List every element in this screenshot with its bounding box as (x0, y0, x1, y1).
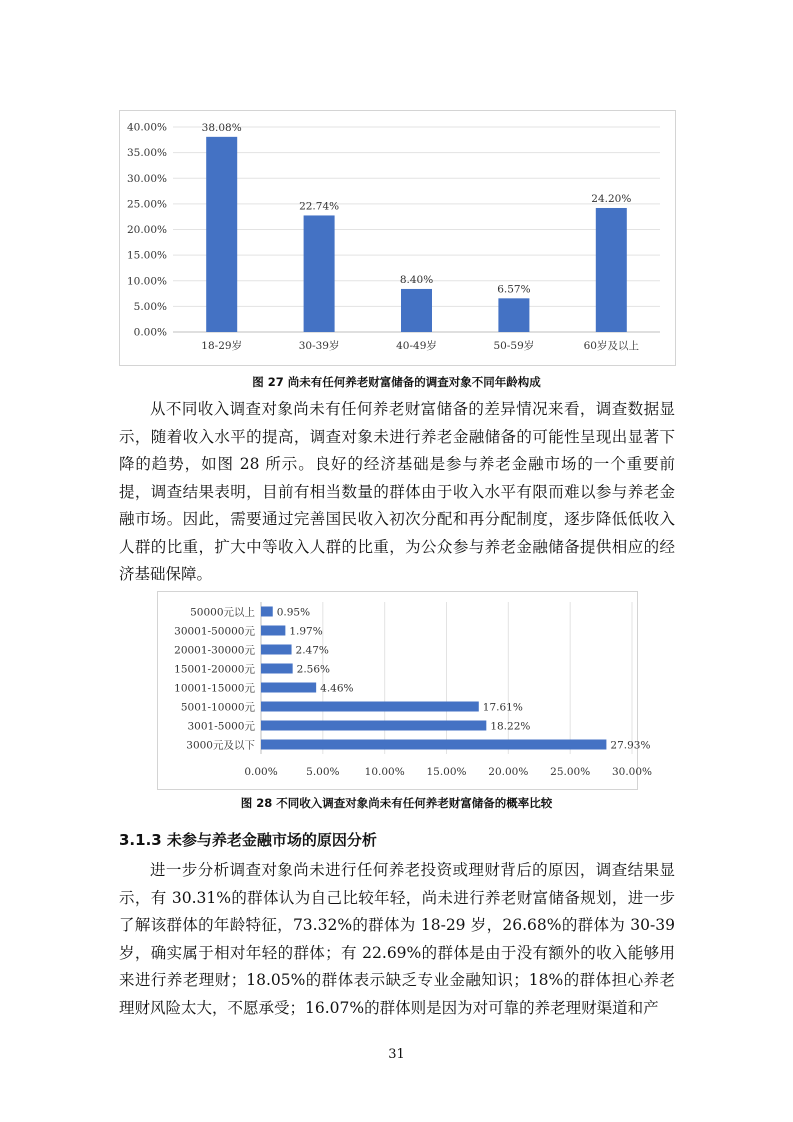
y-tick-label: 20001-30000元 (174, 644, 255, 657)
y-tick-label: 20.00% (126, 224, 167, 236)
age-bar-chart (120, 111, 675, 365)
bar (206, 137, 237, 332)
bar (304, 215, 335, 332)
x-tick-label: 40-49岁 (396, 340, 437, 352)
x-tick-label: 30-39岁 (298, 340, 340, 352)
bar-value-label: 8.40% (399, 273, 434, 286)
y-tick-label: 15.00% (126, 249, 167, 262)
figure-28-caption: 图 28 不同收入调查对象尚未有任何养老财富储备的概率比较 (240, 796, 553, 810)
y-tick-label: 30001-50000元 (174, 625, 255, 638)
bar-value-label: 27.93% (610, 739, 651, 752)
section-heading: 3.1.3 未参与养老金融市场的原因分析 (119, 831, 377, 849)
bar-value-label: 4.46% (320, 682, 354, 695)
x-tick-label: 0.00% (244, 766, 278, 778)
bar (261, 740, 606, 750)
bar (498, 298, 529, 332)
body-paragraph-1 (119, 396, 675, 589)
x-tick-label: 20.00% (488, 766, 529, 778)
bar (261, 702, 479, 712)
paragraph-text: 进一步分析调查对象尚未进行任何养老投资或理财背后的原因，调查结果显示，有 30.31%的群体认为自己比较年轻，尚未进行养老财富储备规划，进一步了解该群体的年龄特征，73.32%的群体为 18-29 岁，26.68%的群体为 30-39 岁，确实属于相对年轻的群体；有 22.69%的群体是由于没有额外的收入能够用来进行养老理财；18.05%的群体表示缺乏专业金融知识；18%的群体担心养老理财风险太大，不愿承受；16.07%的群体则是因为对可靠的养老理财渠道和产 (119, 861, 675, 1017)
income-bar-chart (158, 592, 653, 789)
y-tick-label: 0.00% (133, 326, 167, 339)
x-tick-label: 50-59岁 (493, 340, 535, 352)
x-tick-label: 5.00% (306, 766, 340, 778)
y-tick-label: 10.00% (126, 275, 167, 288)
y-tick-label: 50000元以上 (190, 606, 255, 619)
bar (261, 721, 486, 731)
bar (261, 607, 273, 617)
bar-value-label: 18.22% (490, 720, 531, 733)
bar (596, 208, 627, 332)
bar (401, 289, 432, 332)
y-tick-label: 25.00% (126, 198, 167, 211)
bar (261, 645, 292, 655)
bar (261, 626, 285, 636)
bar (261, 683, 316, 693)
figure-28-chart (157, 591, 653, 790)
y-tick-label: 5001-10000元 (180, 701, 255, 714)
y-tick-label: 5.00% (133, 300, 167, 313)
bar-value-label: 0.95% (276, 606, 311, 619)
body-paragraph-2 (119, 857, 675, 1022)
x-tick-label: 30.00% (611, 766, 653, 778)
y-tick-label: 40.00% (126, 121, 167, 134)
figure-27-chart (119, 110, 676, 366)
x-tick-label: 10.00% (364, 766, 405, 778)
y-tick-label: 30.00% (126, 172, 167, 185)
bar-value-label: 17.61% (482, 701, 523, 714)
bar (261, 664, 293, 674)
bar-value-label: 1.97% (289, 625, 323, 638)
x-tick-label: 25.00% (550, 766, 591, 778)
figure-27-caption: 图 27 尚未有任何养老财富储备的调查对象不同年龄构成 (252, 375, 541, 389)
bar-value-label: 24.20% (591, 192, 632, 205)
y-tick-label: 10001-15000元 (174, 682, 255, 695)
x-tick-label: 60岁及以上 (583, 340, 639, 352)
page-number: 31 (388, 1047, 405, 1062)
bar-value-label: 2.47% (295, 644, 329, 657)
y-tick-label: 35.00% (126, 147, 167, 160)
x-tick-label: 15.00% (426, 766, 467, 778)
y-tick-label: 15001-20000元 (174, 663, 255, 676)
bar-value-label: 6.57% (497, 283, 531, 296)
bar-value-label: 38.08% (201, 121, 242, 134)
x-tick-label: 18-29岁 (201, 340, 243, 352)
bar-value-label: 22.74% (299, 200, 340, 213)
y-tick-label: 3001-5000元 (187, 720, 255, 733)
bar-value-label: 2.56% (296, 663, 331, 676)
y-tick-label: 3000元及以下 (186, 739, 255, 752)
paragraph-text: 从不同收入调查对象尚未有任何养老财富储备的差异情况来看，调查数据显示，随着收入水平的提高，调查对象未进行养老金融储备的可能性呈现出显著下降的趋势，如图 28 所示。良好的经济基础是参与养老金融市场的一个重要前提，调查结果表明，目前有相当数量的群体由于收入水平有限而难以参与养老金融市场。因此，需要通过完善国民收入初次分配和再分配制度，逐步降低低收入人群的比重，扩大中等收入人群的比重，为公众参与养老金融储备提供相应的经济基础保障。 (119, 400, 675, 583)
